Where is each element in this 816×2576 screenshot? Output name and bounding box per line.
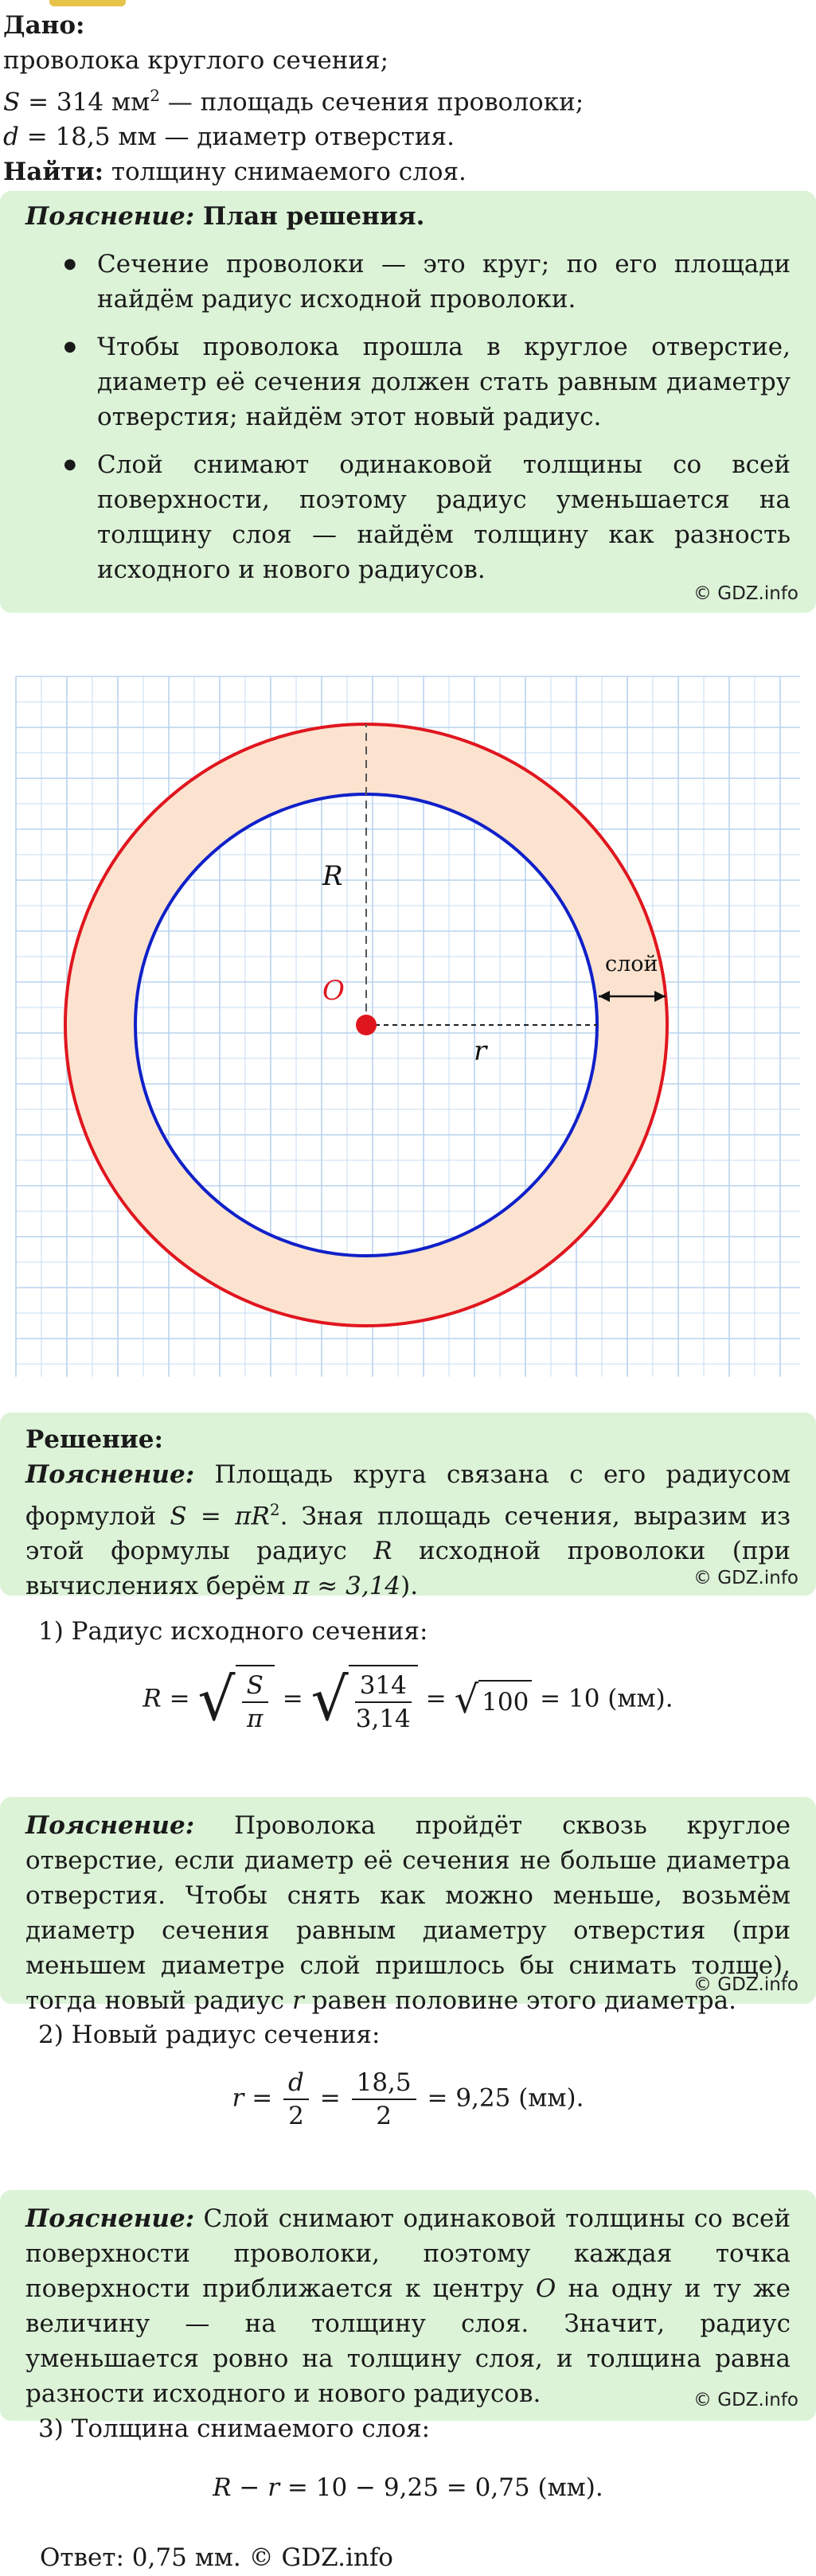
explain-text: Проволока пройдёт сквозь круглое отверстие, если диаметр её сечения не больше диаметра отверстия. Чтобы снять как можно меньше, возьмём диаметр сечения равным диаметру отверстия (при меньшем диаметре слой пришлось бы снимать толще), тогда новый радиус [25, 1811, 791, 2015]
solution-box [0, 1413, 816, 1601]
given-line-3 [3, 119, 799, 154]
solution-label: Пояснение: [25, 1460, 195, 1489]
denominator: π [247, 1705, 264, 1733]
var-O: O [535, 2274, 556, 2303]
top-accent-bar [49, 0, 126, 6]
step-3-label: 3) Толщина снимаемого слоя: [38, 2414, 431, 2443]
plan-list [25, 247, 791, 587]
explain-text: на одну и ту же величину — на толщину слоя. Значит, радиус уменьшается ровно на толщину слоя, и толщина равна разности исходного и нового радиусов. [25, 2274, 791, 2408]
gdz-credit: © GDZ.info [248, 2543, 393, 2572]
explain-label: Пояснение: [25, 1811, 195, 1840]
fraction [283, 2067, 309, 2132]
explain-3-box [0, 2190, 816, 2421]
explain-label: Пояснение: [25, 2204, 195, 2233]
gdz-credit: © GDZ.info [693, 1568, 798, 1588]
numerator: d [283, 2067, 309, 2100]
denominator: 2 [288, 2102, 304, 2130]
plan-title: План решения. [194, 202, 425, 231]
var-s: S [3, 88, 21, 117]
equals: = [425, 1684, 447, 1713]
formula-1 [0, 1665, 816, 1735]
formula-3 [0, 2470, 816, 2505]
sqrt: √ $\frac{314}{3,14}$ [311, 1665, 418, 1735]
sqrt: √ 100 [455, 1680, 533, 1720]
result: = 10 − 9,25 = 0,75 (мм). [279, 2473, 603, 2502]
lhs: R = [143, 1684, 190, 1713]
pi-approx: π ≈ 3,14 [293, 1572, 401, 1601]
gdz-credit: © GDZ.info [693, 2390, 798, 2410]
given-area-value: = 314 мм [20, 88, 150, 117]
label-layer: слой [605, 952, 658, 976]
given-section [3, 8, 799, 189]
solution-text: . Зная площадь сечения, выразим из этой формулы радиус [25, 1502, 791, 1566]
sqrt: √ $\frac{S}{\pi}$ [197, 1665, 274, 1735]
solution-text: исходной проволоки (при вычислениях берём [25, 1537, 791, 1601]
var-r: r [291, 1986, 304, 2015]
explain-text: Слой снимают одинаковой толщины со всей поверхности проволоки, поэтому каждая точка поверхности приближается к центру [25, 2204, 791, 2303]
plan-item: ● Чтобы проволока прошла в круглое отверстие, диаметр её сечения должен стать равным диаметру отверстия; найдём этот новый радиус. [64, 329, 791, 435]
label-O: O [322, 975, 345, 1007]
plan-box [0, 191, 816, 613]
equals: = [319, 2083, 341, 2113]
plan-item: ● Слой снимают одинаковой толщины со всей поверхности, поэтому радиус уменьшается на толщину слоя — найдём толщину как разность исходного и нового радиусов. [64, 447, 791, 587]
plan-item: ● Сечение проволоки — это круг; по его площади найдём радиус исходной проволоки. [64, 247, 791, 317]
step-1-label: 1) Радиус исходного сечения: [38, 1617, 428, 1646]
explain-2-box [0, 1797, 816, 2015]
plan-label: Пояснение: [25, 202, 195, 231]
find-text: толщину снимаемого слоя. [103, 158, 467, 187]
var-d: d [3, 123, 19, 152]
find-label: Найти: [3, 158, 104, 187]
numerator: S [242, 1670, 268, 1703]
center-point [356, 1015, 377, 1035]
given-line-1: проволока круглого сечения; [3, 46, 389, 75]
denominator: 2 [376, 2102, 392, 2130]
explain-text: равен половине этого диаметра. [303, 1986, 736, 2015]
fraction [352, 2067, 416, 2132]
sup-2: 2 [269, 1500, 280, 1519]
given-line-2 [3, 78, 799, 119]
gdz-credit: © GDZ.info [693, 1974, 798, 1995]
solution-text: Площадь круга связана с его радиусом формулой [25, 1460, 791, 1531]
given-heading: Дано: [3, 11, 85, 40]
radicand: 100 [478, 1680, 532, 1720]
var-R: R [373, 1537, 392, 1566]
cross-section-figure [0, 668, 816, 1385]
step-2-label: 2) Новый радиус сечения: [38, 2021, 381, 2049]
expression: R − r [213, 2473, 280, 2502]
result: = 10 (мм). [532, 1684, 673, 1713]
label-r: r [474, 1035, 487, 1067]
answer-line [40, 2540, 393, 2575]
result: = 9,25 (мм). [419, 2083, 584, 2113]
given-diameter: = 18,5 мм — диаметр отверстия. [18, 123, 455, 152]
area-formula: S = πR [170, 1502, 270, 1531]
formula-2 [0, 2067, 816, 2132]
sup-2: 2 [150, 86, 160, 105]
answer-text: Ответ: 0,75 мм. [40, 2543, 249, 2572]
label-R: R [322, 860, 343, 892]
gdz-credit: © GDZ.info [693, 583, 798, 604]
find-line [3, 154, 799, 189]
solution-heading: Решение: [25, 1425, 163, 1454]
solution-text: ). [400, 1572, 419, 1601]
denominator: 3,14 [355, 1705, 411, 1733]
numerator: 18,5 [352, 2067, 416, 2100]
lhs: r = [232, 2083, 273, 2113]
given-area-desc: — площадь сечения проволоки; [159, 88, 584, 117]
numerator: 314 [355, 1670, 412, 1703]
equals: = [282, 1684, 303, 1713]
